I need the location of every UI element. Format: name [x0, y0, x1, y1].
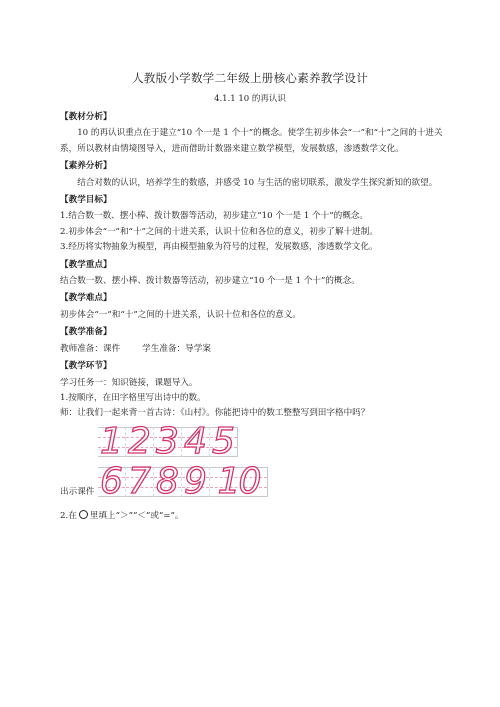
section-heading-process: 【教学环节】: [60, 361, 112, 372]
goal-item: 3.经历将实物抽象为模型，再由模型抽象为符号的过程，发展数感，渗透数学文化。: [60, 242, 378, 253]
handwritten-digit: 4: [184, 420, 207, 462]
writing-grid-row: [98, 420, 238, 462]
section-heading-key: 【教学重点】: [60, 259, 112, 270]
handwritten-digit: 7: [128, 460, 151, 502]
difficulty-text: 初步体会“一”和“十”之间的十进关系，认识十位和各位的意义。: [60, 309, 302, 320]
grid-cell: [154, 460, 182, 502]
step-1: 1.按顺序，在田字格里写出诗中的数。: [60, 392, 206, 403]
handwritten-digit: 10: [217, 460, 260, 502]
handwritten-digit: 2: [128, 420, 151, 462]
grid-cell: [154, 420, 182, 462]
handwritten-digit: 3: [156, 420, 179, 462]
handwritten-digit: 9: [184, 460, 207, 502]
analysis-text: 10 的再认识重点在于建立“10 个一是 1 个十”的概念。使学生初步体会“一”和“十”之间的十进关系，所以教材由情境图导入，进而借助计数器来建立数学模型，发展数感，渗透数学文化。: [60, 128, 443, 154]
grid-cell: [210, 420, 238, 462]
handwritten-digit: 6: [100, 460, 123, 502]
section-heading-analysis: 【教材分析】: [60, 112, 112, 122]
goal-item: 2.初步体会“一”和“十”之间的十进关系，认识十位和各位的意义，初步了解十进制。: [60, 226, 378, 237]
step-2: [60, 509, 450, 524]
task-line: 学习任务一：知识链接，课题导入。: [60, 377, 198, 388]
document-subtitle: 4.1.1 10 的再认识: [214, 94, 286, 104]
literacy-text: 结合对数的认识，培养学生的数感，并感受 10 与生活的密切联系，激发学生探究新知的欲望。: [77, 177, 438, 188]
section-heading-literacy: 【素养分析】: [60, 161, 112, 172]
grid-cell: [182, 420, 210, 462]
section-heading-prep: 【教学准备】: [60, 327, 112, 338]
section-heading-difficulty: 【教学难点】: [60, 293, 112, 304]
document-title: 人教版小学数学二年级上册核心素养教学设计: [132, 71, 368, 85]
grid-cell: [182, 460, 210, 502]
handwritten-digit: 8: [156, 460, 179, 502]
handwritten-digit: 5: [212, 420, 235, 462]
prep-line: [60, 342, 450, 357]
key-text: 结合数一数、摆小棒、拨计数器等活动，初步建立“10 个一是 1 个十”的概念。: [60, 276, 360, 287]
teacher-line: 师：让我们一起来背一首古诗：《山村》。你能把诗中的数工整整写到田字格中吗？: [60, 408, 370, 419]
section-heading-goals: 【教学目标】: [60, 195, 112, 206]
grid-cell: [126, 420, 154, 462]
handwritten-digit: 1: [100, 420, 123, 462]
grid-cell: [98, 420, 126, 462]
document-body: [60, 108, 450, 524]
step-2-prefix: 2.在: [60, 510, 77, 521]
writing-grid-row: [98, 460, 268, 502]
goal-item: 1.结合数一数、摆小棒、拨计数器等活动，初步建立“10 个一是 1 个十”的概念。: [60, 211, 368, 222]
grid-cell: [126, 460, 154, 502]
student-prep: 学生准备：导学案: [142, 343, 211, 354]
teacher-prep: 教师准备：课件: [60, 343, 121, 354]
circle-icon: [79, 510, 88, 519]
figure-caption: 出示课件: [60, 486, 95, 497]
grid-cell: [210, 460, 268, 502]
writing-grid-figure: [60, 420, 450, 507]
grid-cell: [98, 460, 126, 502]
step-2-suffix: 里填上“＞”“＜”或“=”。: [89, 510, 184, 521]
